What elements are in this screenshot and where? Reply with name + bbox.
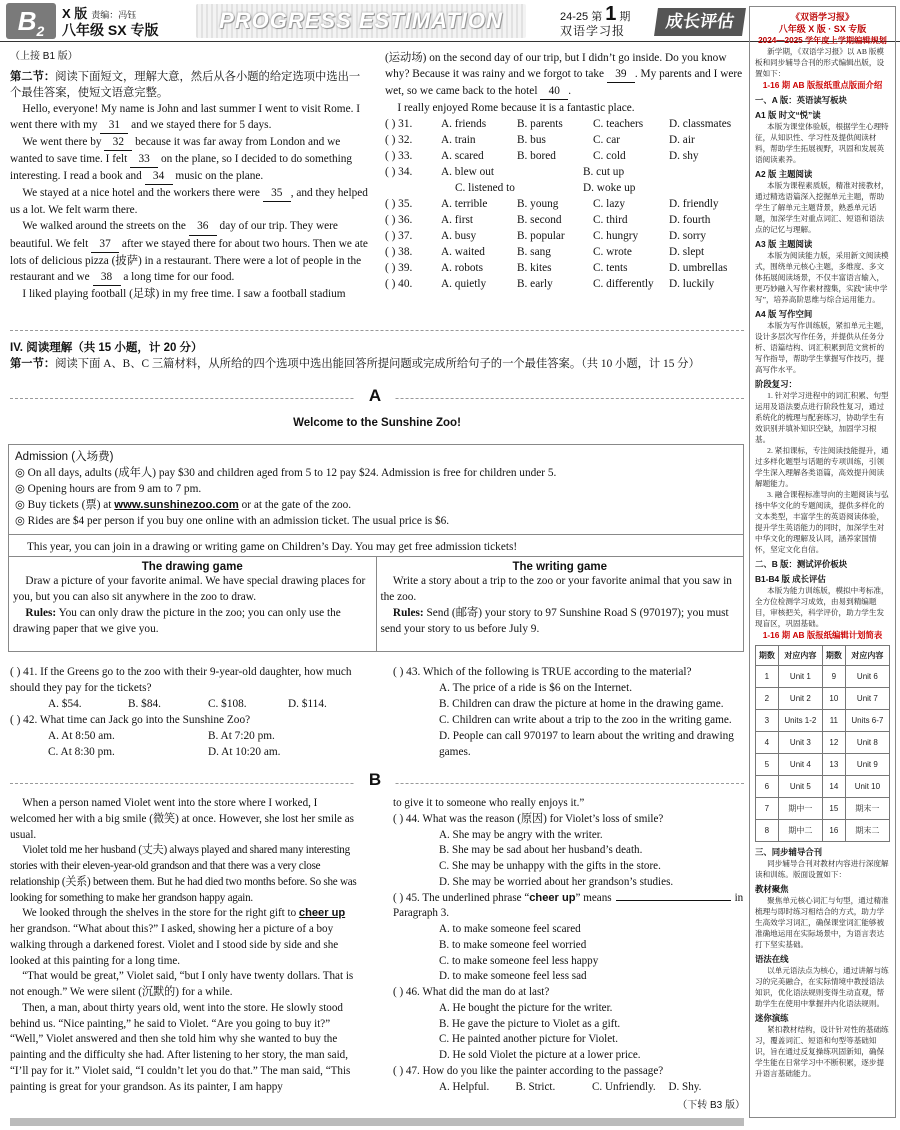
option-d[interactable]: D. woke up <box>583 182 636 195</box>
question-46: ( ) 46. What did the man do at last? <box>393 986 550 998</box>
grade-label: 八年级 SX 专版 <box>62 22 159 38</box>
sidebar-b: B1-B4 版 成长评估 <box>755 574 826 585</box>
option-b[interactable]: B. kites <box>517 262 552 275</box>
blank-38: 38 <box>93 269 121 286</box>
admission-section <box>9 445 743 535</box>
sidebar-section-b: 二、B 版：测试评价板块 <box>755 559 848 570</box>
table-cell: 6 <box>756 776 779 798</box>
cloze-question-row <box>385 132 745 148</box>
table-row <box>756 754 890 776</box>
question-number: ( ) 38. <box>385 246 413 259</box>
blank-34: 34 <box>145 168 173 185</box>
writing-game-text: Write a story about a trip to the zoo or your favorite animal that you saw in the zoo. <box>380 575 732 604</box>
sidebar-section-c: 三、同步辅导合刊 <box>755 847 822 858</box>
question-number: ( ) 33. <box>385 150 413 163</box>
progress-banner: PROGRESS ESTIMATION <box>196 4 526 38</box>
continued-next-label: （下转 B3 版） <box>677 1100 745 1112</box>
sidebar-c2: 语法在线 <box>755 954 789 965</box>
question-number: ( ) 32. <box>385 134 413 147</box>
option-c[interactable]: C. listened to <box>455 182 515 195</box>
option-c[interactable]: C. hungry <box>593 230 639 243</box>
spacer <box>385 180 455 196</box>
cloze-paragraph-5-cont: (运动场) on the second day of our trip, but I didn’t go inside. Do you know why? Because it was rainy and we forgot to take 39 . My parents and I were wet, so we came back to the hotel 40 . <box>385 50 745 100</box>
zoo-title: Welcome to the Sunshine Zoo! <box>293 417 461 429</box>
drawing-game <box>9 557 377 651</box>
table-cell: 期末二 <box>845 820 889 842</box>
option-d[interactable]: D. shy <box>669 150 699 163</box>
blank-31: 31 <box>100 117 128 134</box>
cloze-question-row <box>385 148 745 164</box>
option-d[interactable]: D. sorry <box>669 230 707 243</box>
table-cell: Unit 6 <box>845 666 889 688</box>
table-cell: Units 1-2 <box>778 710 822 732</box>
cloze-paragraph-1: Hello, everyone! My name is John and last summer I went to visit Rome. I went there with my 31 and we stayed there for 5 days. <box>10 101 368 134</box>
passage-b-paragraph-5: Then, a man, about thirty years old, went into the store. He slowly stood behind us. “Nice painting,” he said to Violet. “Are you going to buy it?” “Well,” Violet answered and then she told him why she wanted to buy the painting and the difficulty she had. After listening to her story, the man said, “I’ll pay for it.” Violet said, “I couldn’t let you do that.” The man said, “This painting is great for your grandson. As its painter, I am happy <box>10 1001 351 1093</box>
question-number: ( ) 39. <box>385 262 413 275</box>
zoo-info-box <box>8 444 744 652</box>
option-a[interactable]: A. blew out <box>441 166 495 179</box>
passage-b-left <box>10 796 360 1095</box>
blank-35: 35 <box>263 185 291 202</box>
table-cell: 期末一 <box>845 798 889 820</box>
sidebar-a4: A4 版 写作空间 <box>755 309 813 320</box>
sidebar-a3: A3 版 主题阅读 <box>755 239 813 250</box>
sidebar-intro: 新学期，《双语学习报》以 AB 版模板和同步辅导合刊的形式编辑出版，设置如下： <box>755 47 885 79</box>
sidebar-a1: A1 版 时文“悦”读 <box>755 110 821 121</box>
cloze-options <box>385 116 745 292</box>
option-b[interactable]: B. bus <box>517 134 546 147</box>
drawing-game-title: The drawing game <box>141 561 243 573</box>
table-cell: Unit 9 <box>845 754 889 776</box>
table-cell: 9 <box>822 666 845 688</box>
question-number: ( ) 31. <box>385 118 413 131</box>
sidebar-a2-text: 本版为课程素质版，精准对接教材，通过精选语篇深入挖掘单元主题，帮助学生了解单元主题背景，熟悉单元话题，加深学生对重点词汇、短语和语法点的记忆与理解。 <box>755 181 889 235</box>
continued-label: （上接 B1 版） <box>10 51 78 62</box>
cloze-paragraph-3: We stayed at a nice hotel and the workers there were 35 , and they helped us a lot. We felt warm there. <box>10 187 368 217</box>
writing-game-title: The writing game <box>512 561 608 573</box>
option-d[interactable]: D. fourth <box>669 214 711 227</box>
question-number: ( ) 34. <box>385 166 413 179</box>
sidebar-red-heading: 1-16 期 AB 版报纸重点版面介绍 <box>762 80 883 91</box>
option-b[interactable]: B. parents <box>517 118 563 131</box>
option-c[interactable]: C. car <box>593 134 620 147</box>
option-b[interactable]: B. bored <box>517 150 556 163</box>
edition-label: X 版 责编：冯钰 <box>62 6 137 21</box>
table-cell: Unit 10 <box>845 776 889 798</box>
option-c[interactable]: C. lazy <box>593 198 625 211</box>
table-row <box>756 798 890 820</box>
option-d[interactable]: D. air <box>669 134 695 147</box>
section-a-label: A <box>0 386 750 406</box>
cloze-instruction: 第二节：阅读下面短文，理解大意，然后从各小题的给定选项中选出一个最佳答案，使短文语意完整。 <box>10 71 361 100</box>
table-cell: 2 <box>756 688 779 710</box>
question-45: ( ) 45. The underlined phrase “cheer up” means in Paragraph 3. <box>393 891 744 920</box>
blank-36: 36 <box>189 218 217 235</box>
growth-stamp: 成长评估 <box>654 8 746 36</box>
drawing-game-rules: Rules: You can only draw the picture in the zoo; you can only use the drawing paper that we give you. <box>13 607 341 636</box>
table-cell: Unit 3 <box>778 732 822 754</box>
sidebar-a2: A2 版 主题阅读 <box>755 169 813 180</box>
question-46-options: A. He bought the picture for the writer. B. He gave the picture to Violet as a gift. C. He painted another picture for Violet. D. He sold Violet the picture at a lower price. <box>439 1001 641 1061</box>
editor-label: 责编：冯钰 <box>91 10 137 20</box>
blank-37: 37 <box>91 236 119 253</box>
option-b[interactable]: B. young <box>517 198 559 211</box>
cloze-question-row <box>385 196 745 212</box>
admission-line-3: ◎ Buy tickets (票) at www.sunshinezoo.com or at the gate of the zoo. <box>15 499 352 512</box>
zoo-website-link[interactable]: www.sunshinezoo.com <box>114 499 239 512</box>
admission-line-1: ◎ On all days, adults (成年人) pay $30 and children aged from 5 to 12 pay $24. Admission is free for children under 5. <box>15 467 557 480</box>
option-d[interactable]: D. slept <box>669 246 705 259</box>
table-cell: 期中一 <box>778 798 822 820</box>
cloze-passage-right <box>385 50 745 292</box>
table-cell: Units 6-7 <box>845 710 889 732</box>
option-c[interactable]: C. third <box>593 214 628 227</box>
passage-b-paragraph-5-cont: to give it to someone who really enjoys it.” <box>393 797 585 809</box>
question-number: ( ) 35. <box>385 198 413 211</box>
table-cell: Unit 7 <box>845 688 889 710</box>
option-c[interactable]: C. wrote <box>593 246 632 259</box>
question-47: ( ) 47. How do you like the painter according to the passage? <box>393 1064 664 1077</box>
table-cell: 15 <box>822 798 845 820</box>
sidebar-a3-text: 本版为阅读能力版，采用新文阅读模式，围绕单元核心主题，多维度、多文体拓展阅读场景，不仅丰富语言输入，更巧妙融入写作素材搜集，实践“读中学写”，培养高阶思维与综合运用能力。 <box>755 251 889 305</box>
sidebar-stage-1: 1. 针对学习进程中的词汇积累、句型运用及语法要点进行阶段性复习，通过系统化的梳理与配套练习，协助学生有效识别并填补知识空缺，加固学习根基。 <box>755 391 889 445</box>
table-cell: Unit 1 <box>778 666 822 688</box>
table-row <box>756 776 890 798</box>
footer-bar <box>10 1118 744 1126</box>
cloze-question-row <box>385 260 745 276</box>
question-42-options: A. At 8:50 am. B. At 7:20 pm. C. At 8:30 pm. D. At 10:20 am. <box>48 730 281 759</box>
writing-game <box>377 557 744 651</box>
option-a[interactable]: A. quietly <box>441 278 487 291</box>
cloze-question-row <box>385 276 745 292</box>
sidebar-plan-title: 1-16 期 AB 版报纸编辑计划简表 <box>762 630 883 641</box>
option-a[interactable]: A. scared <box>441 150 484 163</box>
sidebar-section-a: 一、A 版：英语读写板块 <box>755 95 847 106</box>
passage-b-paragraph-1: When a person named Violet went into the store where I worked, I welcomed her with a big smile (微笑) at once. However, she lost her smile as usual. <box>10 797 354 841</box>
admission-title: Admission (入场费) <box>15 451 114 463</box>
option-b[interactable]: B. early <box>517 278 553 291</box>
reading-instruction: 第一节：阅读下面 A、B、C 三篇材料，从所给的四个选项中选出能回答所提问题或完成所给句子的一个最佳答案。（共 10 小题，计 15 分） <box>10 358 700 371</box>
divider <box>10 330 744 331</box>
sidebar-stage-3: 3. 融合课程标准导向的主题阅读与弘扬中华文化的专题阅读，提供多样化的文本类型，丰富学生的英语阅读体验，提升学生英语能力的同时，加深学生对中华文化的理解及认同，涵养家国情怀，坚定文化自信。 <box>755 490 889 555</box>
section-logo: $B_2$ <box>6 3 56 39</box>
edit-plan-table <box>755 645 890 842</box>
option-a[interactable]: A. friends <box>441 118 487 131</box>
option-d[interactable]: D. classmates <box>669 118 732 131</box>
admission-line-2: ◎ Opening hours are from 9 am to 7 pm. <box>15 483 202 496</box>
option-b[interactable]: B. second <box>517 214 562 227</box>
table-row <box>756 710 890 732</box>
childrens-day-note: This year, you can join in a drawing or writing game on Children’s Day. You may get free admission tickets! <box>9 535 743 557</box>
section-b-label: B <box>0 770 750 790</box>
table-cell: Unit 5 <box>778 776 822 798</box>
cloze-paragraph-5: I liked playing football (足球) in my free time. I saw a football stadium <box>22 287 346 300</box>
sidebar-a1-text: 本版为课堂体验版，根据学生心理特征，从知识性、学习性及提供阅读材料，帮助学生拓展视野，巩固和发展英语阅读素养。 <box>755 122 889 165</box>
cloze-question-row <box>385 228 745 244</box>
cloze-question-row <box>385 164 745 180</box>
option-a[interactable]: A. first <box>441 214 474 227</box>
reading-title: IV. 阅读理解（共 15 小题，计 20 分） <box>10 342 203 354</box>
cloze-question-row <box>385 244 745 260</box>
question-44-options: A. She may be angry with the writer. B. She may be sad about her husband’s death. C. She may be unhappy with the gifts in the store. D. She may be worried about her grandson’s studies. <box>439 828 674 888</box>
paper-name: 双语学习报 <box>560 24 626 38</box>
underlined-phrase: cheer up <box>298 907 346 920</box>
table-row <box>756 688 890 710</box>
table-cell: 12 <box>822 732 845 754</box>
option-c[interactable]: C. teachers <box>593 118 644 131</box>
question-44: ( ) 44. What was the reason (原因) for Violet’s loss of smile? <box>393 812 664 825</box>
table-cell: 1 <box>756 666 779 688</box>
sidebar-stage-review: 阶段复习： <box>755 379 797 390</box>
question-47-options: A. Helpful. B. Strict. C. Unfriendly. D. Shy. <box>439 1080 702 1093</box>
cloze-question-row <box>385 180 745 196</box>
table-cell: Unit 8 <box>845 732 889 754</box>
issue-number: 24-25 第 1 期 <box>560 3 631 25</box>
table-cell: Unit 4 <box>778 754 822 776</box>
passage-b-right <box>393 796 745 1113</box>
cloze-paragraph-2: We went there by 32 because it was far away from London and we wanted to save time. I felt 33 on the plane, so I decided to do something interesting. I read a book and 34 music on the plane. <box>10 134 368 185</box>
table-cell: 13 <box>822 754 845 776</box>
question-41-options: A. $54. B. $84. C. $108. D. $114. <box>48 698 327 711</box>
cloze-passage-left <box>10 50 368 302</box>
blank-32: 32 <box>104 134 132 151</box>
table-row <box>756 820 890 842</box>
sidebar-a4-text: 本版为写作训练版，紧扣单元主题，设计多层次写作任务，并提供从任务分析、语篇结构、词汇积累到范文赏析的写作指导，帮助学生掌握写作技巧，提高写作水平。 <box>755 321 889 375</box>
writing-game-rules: Rules: Send (邮寄) your story to 97 Sunshine Road S (970197); you must send your story to us before July 9. <box>380 607 729 636</box>
option-b[interactable]: B. popular <box>517 230 565 243</box>
option-b[interactable]: B. cut up <box>583 166 625 179</box>
sidebar-stage-2: 2. 紧扣课标，专注阅读技能提升，通过多样化题型与话题的专项训练，引领学生深入理解各类语篇，高效提升阅读解题能力。 <box>755 446 889 489</box>
games-section <box>9 557 743 651</box>
blank-33: 33 <box>130 151 158 168</box>
questions-41-42 <box>10 664 368 760</box>
blank-39: 39 <box>607 66 635 83</box>
cloze-question-row <box>385 212 745 228</box>
sidebar-c2-text: 以单元语法点为核心，通过讲解与练习的完美融合，在实际情境中教授语法知识，优化语法规则变得生动直观，帮助学生在使用中掌握并内化语法规则。 <box>755 966 889 1009</box>
option-a[interactable]: A. waited <box>441 246 485 259</box>
sidebar-title: 《双语学习报》 <box>790 12 854 22</box>
sidebar-c3: 迷你演练 <box>755 1013 789 1024</box>
table-cell: 5 <box>756 754 779 776</box>
option-c[interactable]: C. tents <box>593 262 628 275</box>
table-header-row: 期数 对应内容 期数 对应内容 <box>756 646 890 666</box>
admission-line-4: ◎ Rides are $4 per person if you buy one online with an admission ticket. The usual price is $6. <box>15 515 450 528</box>
table-cell: 10 <box>822 688 845 710</box>
drawing-game-text: Draw a picture of your favorite animal. We have special drawing places for you, but you can also sit anywhere in the zoo to draw. <box>13 575 366 604</box>
table-cell: Unit 2 <box>778 688 822 710</box>
table-row <box>756 732 890 754</box>
option-d[interactable]: D. umbrellas <box>669 262 728 275</box>
cloze-question-row <box>385 116 745 132</box>
option-c[interactable]: C. differently <box>593 278 654 291</box>
question-42: ( ) 42. What time can Jack go into the Sunshine Zoo? <box>10 714 251 727</box>
option-d[interactable]: D. luckily <box>669 278 715 291</box>
cloze-paragraph-6: I really enjoyed Rome because it is a fantastic place. <box>397 102 635 115</box>
passage-b-paragraph-4: “That would be great,” Violet said, “but I only have twenty dollars. That is not enough.” We were silent (沉默的) for a while. <box>10 970 354 998</box>
option-a[interactable]: A. robots <box>441 262 484 275</box>
question-number: ( ) 36. <box>385 214 413 227</box>
question-43: ( ) 43. Which of the following is TRUE according to the material? <box>393 666 692 678</box>
reading-header <box>10 340 744 372</box>
question-45-options: A. to make someone feel scared B. to make someone feel worried C. to make someone feel less happy D. to make someone feel less sad <box>439 923 599 983</box>
blank-40: 40 <box>540 83 568 100</box>
table-row <box>756 666 890 688</box>
table-cell: 期中二 <box>778 820 822 842</box>
table-cell: 11 <box>822 710 845 732</box>
table-cell: 8 <box>756 820 779 842</box>
editorial-plan-sidebar <box>749 6 896 1118</box>
option-a[interactable]: A. terrible <box>441 198 488 211</box>
sidebar-c-text: 同步辅导合刊对教材内容进行深度解读和训练。版面设置如下： <box>755 859 889 880</box>
table-cell: 7 <box>756 798 779 820</box>
option-b[interactable]: B. sang <box>517 246 551 259</box>
question-number: ( ) 37. <box>385 230 413 243</box>
table-cell: 3 <box>756 710 779 732</box>
option-a[interactable]: A. busy <box>441 230 477 243</box>
sidebar-year: 2024—2025 学年度上学期编辑规划 <box>758 36 887 46</box>
sidebar-subtitle: 八年级 X 版 · SX 专版 <box>778 24 867 35</box>
table-cell: 16 <box>822 820 845 842</box>
table-cell: 14 <box>822 776 845 798</box>
cloze-paragraph-4: We walked around the streets on the 36 day of our trip. They were beautiful. We felt 37 after we stayed there for about two hours. Then we ate lots of delicious pizza (披萨) in a restaurant. There were a lot of people in the restaurant and we 38 a long time for our food. <box>10 218 368 285</box>
sidebar-c1: 教材聚焦 <box>755 884 789 895</box>
table-cell: 4 <box>756 732 779 754</box>
option-d[interactable]: D. friendly <box>669 198 719 211</box>
question-number: ( ) 40. <box>385 278 413 291</box>
question-41: ( ) 41. If the Greens go to the zoo with their 9-year-old daughter, how much should they pay for the tickets? <box>10 666 352 695</box>
option-c[interactable]: C. cold <box>593 150 626 163</box>
passage-b-paragraph-3: We looked through the shelves in the store for the right gift to cheer up her grandson. “What about this?” I asked, showing her a picture of a boy walking through a darkened forest. Violet and I stood side by side and she looked at this painting for a long time. <box>10 907 346 967</box>
option-a[interactable]: A. train <box>441 134 476 147</box>
sidebar-c1-text: 聚焦单元核心词汇与句型，通过精准梳理与即时练习相结合的方式，助力学生高效学习词汇，确保课堂词汇能够被准确地运用在实际场景中，为语言表达打下坚实基础。 <box>755 896 889 950</box>
passage-b-paragraph-2: Violet told me her husband (丈夫) always played and shared many interesting stories with their eleven-year-old grandson and that there was a very close relationship (关系) between them. But he had died two months before. So she was looking for something to make her grandson happy again. <box>10 844 357 904</box>
question-43-block <box>393 664 745 760</box>
sidebar-b-text: 本版为能力训练版，模拟中考标准，全方位检测学习成效，由易到精编题目，审核把关，科学评价，助力学生发现盲区，巩固基础。 <box>755 586 889 629</box>
question-43-options: A. The price of a ride is $6 on the Internet. B. Children can draw the picture at home in the drawing game. C. Children can write about a trip to the zoo in the writing game. D. People can call 970197 to learn about the writing and drawing games. <box>439 682 734 759</box>
sidebar-c3-text: 紧扣教材结构，设计针对性的基础练习，覆盖词汇、短语和句型等基础知识，旨在通过反复操练巩固新知，确保学生能在日常学习中不断积累，逐步提升语言基础能力。 <box>755 1025 889 1079</box>
